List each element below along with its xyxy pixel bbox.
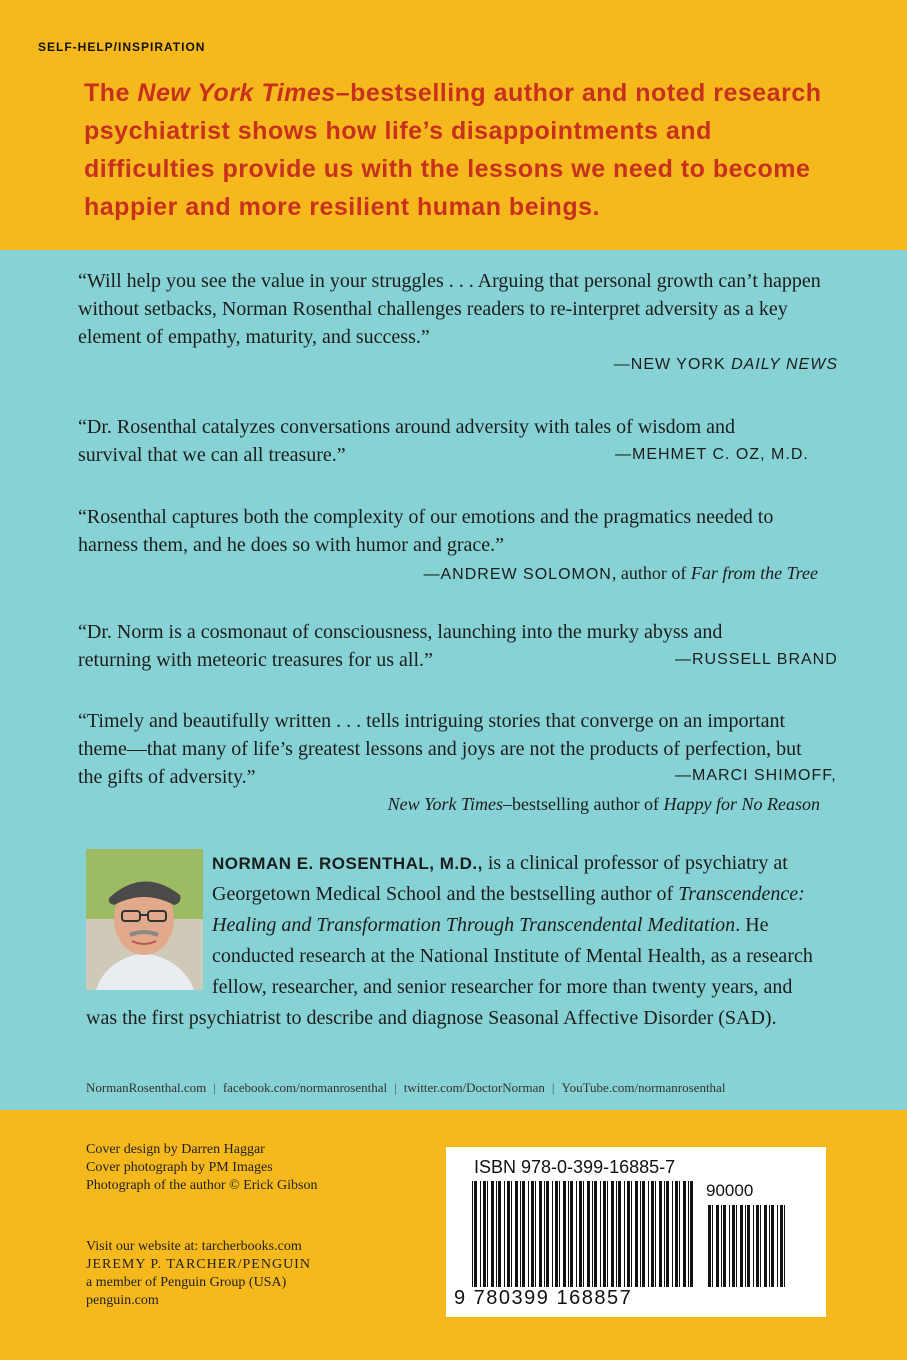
quote-1 [78, 267, 838, 379]
link-twitter[interactable]: twitter.com/DoctorNorman [403, 1080, 545, 1095]
credit-line: Cover photograph by PM Images [86, 1160, 273, 1175]
quote-2-attribution: —MEHMET C. OZ, M.D. [615, 446, 809, 463]
attribution-italic: New York Times [387, 794, 504, 814]
barcode-digits: 9 780399 168857 [454, 1287, 633, 1309]
quote-attribution [78, 351, 838, 379]
tagline [84, 74, 844, 226]
bio-text-1: is a clinical professor of psychiatry at Georgetown Medical School and the bestselling author of [212, 852, 788, 905]
separator: | [551, 1080, 555, 1095]
quote-text: “Dr. Norm is a cosmonaut of consciousness, launching into the murky abyss and returning with meteoric treasures for us all.” [78, 621, 723, 671]
separator: | [213, 1080, 216, 1095]
publisher-imprint: JEREMY P. TARCHER/PENGUIN [86, 1257, 311, 1272]
bio-text-2: . He conducted research at the National Institute of Mental Health, as a research fellow, researcher, and senior researcher for more than twenty years, and was the first psychiatrist to describe and diagnose Seasonal Affective Disorder (SAD). [86, 914, 813, 1029]
attribution-source: —NEW YORK [613, 356, 732, 373]
top-band [0, 0, 907, 250]
attribution-italic: Far from the Tree [690, 563, 818, 583]
quote-3 [78, 503, 818, 589]
category-label: SELF-HELP/INSPIRATION [38, 40, 206, 54]
attribution-plain: , author of [611, 563, 691, 583]
separator: | [394, 1080, 397, 1095]
link-youtube[interactable]: YouTube.com/normanrosenthal [561, 1080, 726, 1095]
author-links [86, 1080, 826, 1096]
cover-credits [86, 1141, 318, 1195]
tagline-rest: –bestselling author and noted research psychiatrist shows how life’s disappointments and difficulties provide us with the lessons we need to become happier and more resilient human beings. [84, 79, 822, 221]
quote-text: “Rosenthal captures both the complexity of our emotions and the pragmatics needed to harness them, and he does so with humor and grace.” [78, 506, 774, 556]
bio-book-title: Transcendence: Healing and Transformation Through Transcendental Meditation [212, 883, 805, 936]
attribution-plain: –bestselling author of [503, 794, 664, 814]
publisher-site: penguin.com [86, 1293, 159, 1308]
quote-5-attribution-line2 [78, 794, 820, 815]
author-bio [86, 848, 826, 1034]
attribution-source: —ANDREW SOLOMON [423, 566, 612, 583]
author-name: NORMAN E. ROSENTHAL, M.D., [212, 854, 483, 873]
quote-text: “Will help you see the value in your struggles . . . Arguing that personal growth can’t happen without setbacks, Norman Rosenthal challenges readers to re-interpret adversity as a key element of empathy, maturity, and success.” [78, 270, 821, 348]
photo-spacer [86, 848, 212, 993]
isbn-label: ISBN 978-0-399-16885-7 [474, 1157, 676, 1177]
tagline-prefix: The [84, 79, 138, 107]
publisher-member: a member of Penguin Group (USA) [86, 1275, 287, 1290]
link-facebook[interactable]: facebook.com/normanrosenthal [222, 1080, 388, 1095]
quote-attribution [78, 559, 818, 589]
price-code: 90000 [706, 1181, 754, 1200]
quote-4-attribution: —RUSSELL BRAND [675, 651, 838, 668]
publisher-website: Visit our website at: tarcherbooks.com [86, 1239, 302, 1254]
attribution-italic: DAILY NEWS [731, 356, 838, 373]
tagline-italic: New York Times [137, 79, 336, 107]
quote-text: “Dr. Rosenthal catalyzes conversations around adversity with tales of wisdom and survival that we can all treasure.” [78, 416, 736, 466]
quote-5-attribution: —MARCI SHIMOFF, [675, 767, 837, 784]
quote-text: “Timely and beautifully written . . . tells intriguing stories that converge on an important theme—that many of life’s greatest lessons and joys are not the products of perfection, but the gifts of adversity.” [78, 710, 802, 788]
attribution-italic: Happy for No Reason [663, 794, 820, 814]
credit-line: Cover design by Darren Haggar [86, 1142, 265, 1157]
link-website[interactable]: NormanRosenthal.com [86, 1080, 207, 1095]
publisher-info [86, 1238, 311, 1310]
quote-4 [78, 618, 738, 674]
barcode-panel [446, 1147, 826, 1317]
credit-line: Photograph of the author © Erick Gibson [86, 1178, 318, 1193]
